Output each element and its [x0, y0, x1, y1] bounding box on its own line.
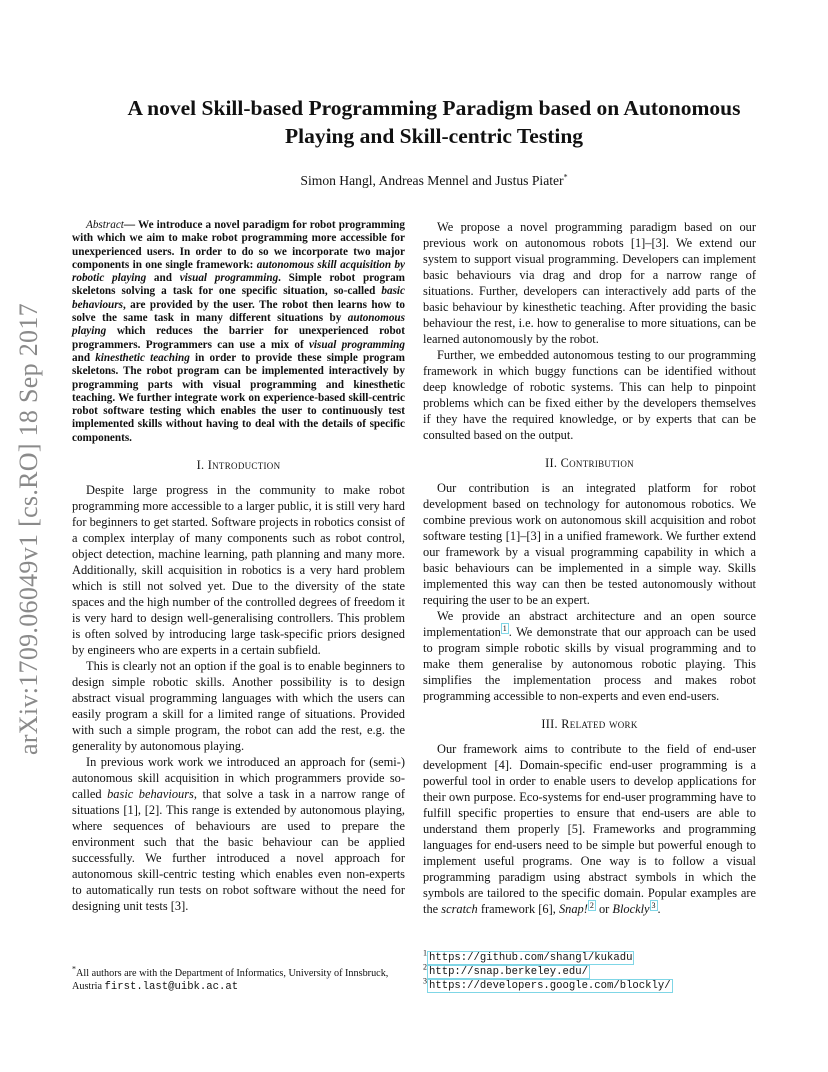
title-line-1: A novel Skill-based Programming Paradigm based on Autonomous [127, 96, 741, 120]
intro-paragraph-1: Despite large progress in the community to make robot programming more accessible to a larger public, it is still very hard for beginners to get started. Software projects in robotics consist of a complex interplay of many components such as robot control, object detection, machine learning, path planning and many more. Additionally, skill acquisition in robotics is a very hard problem which is still not solved yet. Due to the diversity of the state spaces and the high number of the controlled degrees of freedom it is very hard to design well-generalising controllers. This problem is often solved by introducing large task-specific priors designed by engineers who are experts in a certain subfield. [72, 483, 405, 658]
footnote-link-2[interactable]: 2 [589, 900, 594, 910]
contribution-paragraph-2: We provide an abstract architecture and an open source implementation $^1$ . We demonstrate that our approach can be used to program simple robotic skills by visual programming and to make them generalise by autonomous robotic playing. This simplifies the implementation process and makes robot programming accessible to non-experts and even end-users. [423, 609, 756, 703]
footnote-3: $^3$ https://developers.google.com/blockly/ [423, 976, 671, 992]
contribution-paragraph-1: Our contribution is an integrated platform for robot development based on technology for autonomous robotics. We combine previous work on autonomous skill acquisition and robot software testing [1]–[3] in a unified framework. We further extend our framework by a visual programming capability in which a basic behaviours can be implemented in a simple way. Skills implemented this way can then be tested autonomously without requiring the user to be an expert. [423, 481, 756, 607]
left-column [72, 219, 405, 914]
intro-paragraph-3: In previous work work we introduced an approach for (semi-) autonomous skill acquisition in which programmers provide so-called basic behaviours, that solve a task in a narrow range of situations [1], [2]. This range is extended by autonomous playing, where sequences of behaviours are used to prepare the environment such that the basic behaviour can be applied successfully. We further introduced a novel approach for autonomous skill-centric testing which enables even non-experts to automatically run tests on robot software without the need for designing unit tests [3]. [72, 755, 405, 914]
footnotes-urls [423, 948, 756, 993]
footnote-link-3[interactable]: 3 [651, 900, 656, 910]
url-link-snap[interactable]: http://snap.berkeley.edu/ [429, 966, 588, 978]
intro-paragraph-2: This is clearly not an option if the goal is to enable beginners to design simple robotic skills. Another possibility is to design abstract visual programming languages with which the users can easily program a skill for a limited range of situations. Provided with such a simple program, the robot can add the rest, e.g. the generality by autonomous playing. [72, 659, 405, 754]
paper-title [70, 94, 798, 150]
footnote-affiliation: *All authors are with the Department of Informatics, University of Innsbruck, Austria first.last@uibk.ac.at [72, 964, 389, 993]
abstract: Abstract— We introduce a novel paradigm for robot programming with which we aim to make robot programming more accessible for unexperienced users. In order to do so we incorporate two major components in one single framework: autonomous skill acquisition by robotic playing and visual programming. Simple robot program skeletons solving a task for one specific situation, so-called basic behaviours, are provided by the user. The robot then learns how to solve the same task in many different situations by autonomous playing which reduces the barrier for unexperienced robot programmers. Programmers can use a mix of visual programming and kinesthetic teaching in order to provide these simple program skeletons. The robot program can be implemented interactively by programming parts with visual programming and kinesthetic teaching. We further integrate work on experience-based skill-centric robot software testing which enables the user to continuously test implemented skills without having to deal with the details of specific components. [72, 219, 406, 444]
section-heading-related-work: III. Related work [541, 717, 638, 731]
authors [70, 173, 798, 189]
related-paragraph-1: Our framework aims to contribute to the field of end-user development [4]. Domain-specific end-user programming is a powerful tool in order to enable users to develop applications for their own purpose. Eco-systems for end-user programming have to fulfill specific properties to ensure that end-users are able to understand them properly [5]. Frameworks and programming languages for end-users need to be simple but powerful enough to implement useful programs. One way is to follow a visual programming paradigm using abstract symbols in which the symbols are tailored to the specific domain. Popular examples are the scratch framework [6], Snap! $^2$ or Blockly $^3$ . [423, 742, 756, 916]
right-paragraph-1: We propose a novel programming paradigm based on our previous work on autonomous robots [1]–[3]. We extend our system to support visual programming. Developers can implement basic behaviours via drag and drop for a narrow range of situations. Further, developers can interactively add parts of the basic behaviour by kinesthetic teaching. After providing the basic behaviour the rest, i.e. how to generalise to more situations, can be learned autonomously by the robot. [423, 220, 756, 346]
footnote-1: $^1$ https://github.com/shangl/kukadu [423, 948, 633, 964]
footnote-link-1[interactable]: 1 [502, 623, 507, 633]
title-line-2: Playing and Skill-centric Testing [284, 124, 584, 148]
section-heading-introduction: I. Introduction [196, 458, 281, 473]
footnote-2: $^2$ http://snap.berkeley.edu/ [423, 962, 588, 978]
right-paragraph-2: Further, we embedded autonomous testing to our programming framework in which buggy functions can be identified without deep knowledge of robotic systems. This can help to pinpoint problems which can be fixed either by the developers themselves if they have the required knowledge, or by experts that can be consulted based on the output. [423, 348, 756, 442]
author-names: Simon Hangl, Andreas Mennel and Justus Piater [300, 173, 564, 188]
abstract-label: Abstract [86, 219, 124, 231]
url-link-kukadu[interactable]: https://github.com/shangl/kukadu [429, 952, 633, 964]
author-footnote-mark: * [563, 172, 568, 182]
author-email: first.last@uibk.ac.at [104, 981, 239, 993]
section-heading-contribution: II. Contribution [545, 456, 634, 470]
right-column [423, 219, 756, 917]
arxiv-stamp: arXiv:1709.06049v1 [cs.RO] 18 Sep 2017 [14, 303, 43, 755]
url-link-blockly[interactable]: https://developers.google.com/blockly/ [429, 980, 671, 992]
